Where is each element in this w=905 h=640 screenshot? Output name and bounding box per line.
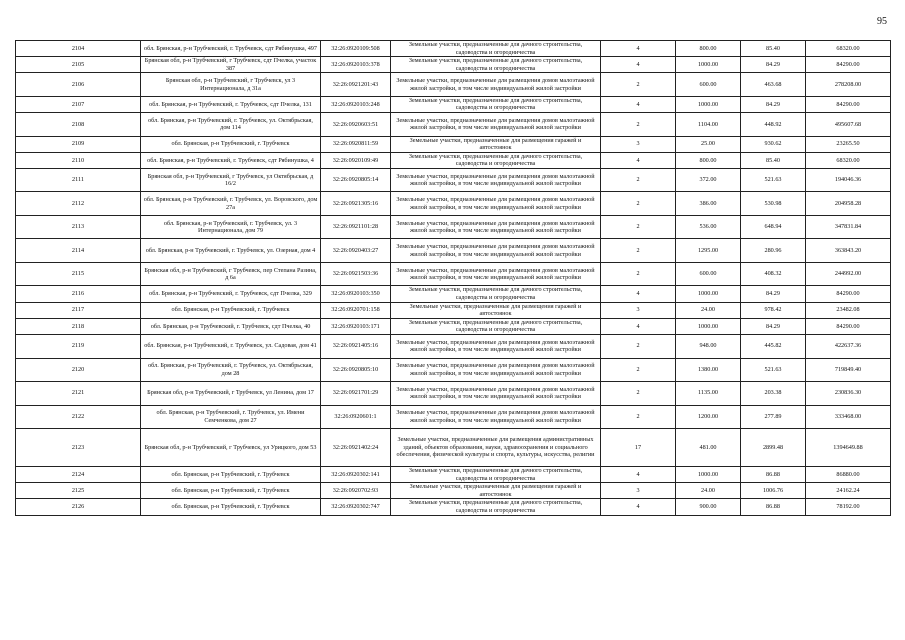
specific-value-cell: 448.92: [741, 113, 806, 137]
table-row: [16, 499, 891, 515]
cadastral-value-cell: 333468.00: [806, 405, 891, 429]
area-cell: 536.00: [676, 215, 741, 239]
specific-value-cell: 2899.48: [741, 429, 806, 467]
row-number-cell: 2122: [16, 405, 141, 429]
cadastral-value-cell: 78192.00: [806, 499, 891, 515]
address-cell: обл. Брянская, р-н Трубчевский, г. Трубчевск, сдт Рябинушка, 4: [141, 152, 321, 168]
specific-value-cell: 86.88: [741, 499, 806, 515]
group-code-cell: 4: [601, 152, 676, 168]
cadastral-value-cell: 86880.00: [806, 467, 891, 483]
specific-value-cell: 521.63: [741, 168, 806, 192]
cadastral-number-cell: 32:26:0920811:59: [321, 136, 391, 152]
specific-value-cell: 86.88: [741, 467, 806, 483]
cadastral-number-cell: 32:26:0920601:1: [321, 405, 391, 429]
row-number-cell: 2115: [16, 262, 141, 286]
land-use-type-cell: Земельные участки, предназначенные для размещения гаражей и автостоянок: [391, 302, 601, 318]
group-code-cell: 2: [601, 215, 676, 239]
area-cell: 1380.00: [676, 358, 741, 382]
row-number-cell: 2119: [16, 335, 141, 359]
table-row: [16, 57, 891, 73]
area-cell: 1000.00: [676, 467, 741, 483]
specific-value-cell: 463.68: [741, 73, 806, 97]
row-number-cell: 2112: [16, 192, 141, 216]
cadastral-value-cell: 230836.30: [806, 382, 891, 406]
cadastral-number-cell: 32:26:0920109:508: [321, 41, 391, 57]
cadastral-number-cell: 32:26:0920603:51: [321, 113, 391, 137]
cadastral-value-cell: 24162.24: [806, 483, 891, 499]
table-body: [16, 41, 891, 516]
group-code-cell: 3: [601, 136, 676, 152]
land-use-type-cell: Земельные участки, предназначенные для размещения домов малоэтажной жилой застройки, в том числе индивидуальной жилой застройки: [391, 358, 601, 382]
table-row: [16, 215, 891, 239]
address-cell: обл. Брянская, р-н Трубчевский, г. Трубчевск: [141, 467, 321, 483]
group-code-cell: 4: [601, 57, 676, 73]
table-row: [16, 239, 891, 263]
area-cell: 1000.00: [676, 57, 741, 73]
row-number-cell: 2109: [16, 136, 141, 152]
address-cell: обл. Брянская, р-н Трубчевский, г. Трубчевск: [141, 302, 321, 318]
address-cell: Брянская обл, р-н Трубчевский, г Трубчевск, ул Урицкого, дом 53: [141, 429, 321, 467]
table-row: [16, 382, 891, 406]
cadastral-value-cell: 194046.36: [806, 168, 891, 192]
land-use-type-cell: Земельные участки, предназначенные для размещения домов малоэтажной жилой застройки, в том числе индивидуальной жилой застройки: [391, 239, 601, 263]
land-use-type-cell: Земельные участки, предназначенные для размещения домов малоэтажной жилой застройки, в том числе индивидуальной жилой застройки: [391, 215, 601, 239]
cadastral-value-cell: 68320.00: [806, 41, 891, 57]
cadastral-number-cell: 32:26:0920103:171: [321, 318, 391, 334]
address-cell: обл. Брянская, р-н Трубчевский, г. Трубчевск: [141, 499, 321, 515]
address-cell: обл. Брянская, р-н Трубчевский, г. Трубчевск, сдт Пчелка, 131: [141, 96, 321, 112]
address-cell: Брянская обл, р-н Трубчевский, г Трубчевск, ул Ленина, дом 17: [141, 382, 321, 406]
area-cell: 600.00: [676, 262, 741, 286]
specific-value-cell: 84.29: [741, 286, 806, 302]
cadastral-number-cell: 32:26:0920103:248: [321, 96, 391, 112]
area-cell: 25.00: [676, 136, 741, 152]
area-cell: 386.00: [676, 192, 741, 216]
address-cell: обл. Брянская, р-н Трубчевский, г. Трубчевск, сдт Пчелка, 329: [141, 286, 321, 302]
row-number-cell: 2107: [16, 96, 141, 112]
cadastral-value-cell: 1394649.88: [806, 429, 891, 467]
address-cell: Брянская обл, р-н Трубчевский, г Трубчевск, ул 3 Интернационала, д 31а: [141, 73, 321, 97]
land-use-type-cell: Земельные участки, предназначенные для размещения домов малоэтажной жилой застройки, в том числе индивидуальной жилой застройки: [391, 382, 601, 406]
area-cell: 1200.00: [676, 405, 741, 429]
area-cell: 800.00: [676, 152, 741, 168]
specific-value-cell: 978.42: [741, 302, 806, 318]
area-cell: 481.00: [676, 429, 741, 467]
cadastral-value-cell: 23265.50: [806, 136, 891, 152]
area-cell: 900.00: [676, 499, 741, 515]
area-cell: 800.00: [676, 41, 741, 57]
land-use-type-cell: Земельные участки, предназначенные для размещения домов малоэтажной жилой застройки, в том числе индивидуальной жилой застройки: [391, 335, 601, 359]
row-number-cell: 2118: [16, 318, 141, 334]
cadastral-number-cell: 32:26:0920302:141: [321, 467, 391, 483]
row-number-cell: 2114: [16, 239, 141, 263]
address-cell: обл. Брянская, р-н Трубчевский, г. Трубчевск: [141, 483, 321, 499]
cadastral-number-cell: 32:26:0920805:14: [321, 168, 391, 192]
group-code-cell: 4: [601, 499, 676, 515]
address-cell: обл. Брянская, р-н Трубчевский, г. Трубчевск, ул. Озерная, дом 4: [141, 239, 321, 263]
land-use-type-cell: Земельные участки, предназначенные для размещения гаражей и автостоянок: [391, 136, 601, 152]
page-number: 95: [877, 16, 887, 27]
row-number-cell: 2111: [16, 168, 141, 192]
area-cell: 372.00: [676, 168, 741, 192]
cadastral-value-cell: 363843.20: [806, 239, 891, 263]
land-use-type-cell: Земельные участки, предназначенные для дачного строительства, садоводства и огородничества: [391, 286, 601, 302]
cadastral-value-cell: 84290.00: [806, 318, 891, 334]
specific-value-cell: 84.29: [741, 57, 806, 73]
table-row: [16, 302, 891, 318]
group-code-cell: 4: [601, 96, 676, 112]
cadastral-number-cell: 32:26:0921701:29: [321, 382, 391, 406]
specific-value-cell: 85.40: [741, 152, 806, 168]
land-use-type-cell: Земельные участки, предназначенные для дачного строительства, садоводства и огородничества: [391, 152, 601, 168]
table-row: [16, 286, 891, 302]
cadastral-number-cell: 32:26:0920109:49: [321, 152, 391, 168]
cadastral-number-cell: 32:26:0920403:27: [321, 239, 391, 263]
group-code-cell: 2: [601, 192, 676, 216]
land-use-type-cell: Земельные участки, предназначенные для размещения домов малоэтажной жилой застройки, в том числе индивидуальной жилой застройки: [391, 192, 601, 216]
group-code-cell: 2: [601, 382, 676, 406]
cadastral-value-cell: 68320.00: [806, 152, 891, 168]
land-use-type-cell: Земельные участки, предназначенные для дачного строительства, садоводства и огородничества: [391, 318, 601, 334]
group-code-cell: 2: [601, 262, 676, 286]
specific-value-cell: 84.29: [741, 318, 806, 334]
address-cell: обл. Брянская, р-н Трубчевский, г. Трубчевск, ул. Садовая, дом 41: [141, 335, 321, 359]
row-number-cell: 2108: [16, 113, 141, 137]
cadastral-number-cell: 32:26:0921405:16: [321, 335, 391, 359]
address-cell: обл. Брянская, р-н Трубчевский, г. Трубчевск, ул. Имени Семченкова, дом 27: [141, 405, 321, 429]
land-use-type-cell: Земельные участки, предназначенные для размещения административных зданий, объектов образования, науки, здравоохранения и социального обеспечения, физической культуры и спорта, культуры, искусства, религии: [391, 429, 601, 467]
cadastral-number-cell: 32:26:0921305:16: [321, 192, 391, 216]
address-cell: Брянская обл, р-н Трубчевский, г Трубчевск, пер Степана Разина, д 6а: [141, 262, 321, 286]
cadastral-number-cell: 32:26:0920302:747: [321, 499, 391, 515]
table-row: [16, 318, 891, 334]
cadastral-value-cell: 204958.28: [806, 192, 891, 216]
area-cell: 1135.00: [676, 382, 741, 406]
cadastral-value-cell: 347831.84: [806, 215, 891, 239]
table-row: [16, 262, 891, 286]
address-cell: обл. Брянская, р-н Трубчевский, г. Трубчевск, ул. Октябрьская, дом 114: [141, 113, 321, 137]
cadastral-number-cell: 32:26:0920805:10: [321, 358, 391, 382]
land-use-type-cell: Земельные участки, предназначенные для размещения гаражей и автостоянок: [391, 483, 601, 499]
address-cell: обл. Брянская, р-н Трубчевский, г. Трубчевск, сдт Рябинушка, 497: [141, 41, 321, 57]
area-cell: 24.00: [676, 483, 741, 499]
cadastral-number-cell: 32:26:0920103:378: [321, 57, 391, 73]
address-cell: обл. Брянская, р-н Трубчевский, г. Трубчевск, ул. 3 Интернационала, дом 79: [141, 215, 321, 239]
cadastral-value-cell: 84290.00: [806, 57, 891, 73]
group-code-cell: 2: [601, 113, 676, 137]
land-use-type-cell: Земельные участки, предназначенные для размещения домов малоэтажной жилой застройки, в том числе индивидуальной жилой застройки: [391, 262, 601, 286]
address-cell: Брянская обл, р-н Трубчевский, г Трубчевск, ул Октябрьская, д 16/2: [141, 168, 321, 192]
group-code-cell: 2: [601, 168, 676, 192]
cadastral-number-cell: 32:26:0921402:24: [321, 429, 391, 467]
specific-value-cell: 280.96: [741, 239, 806, 263]
row-number-cell: 2123: [16, 429, 141, 467]
land-use-type-cell: Земельные участки, предназначенные для размещения домов малоэтажной жилой застройки, в том числе индивидуальной жилой застройки: [391, 168, 601, 192]
area-cell: 948.00: [676, 335, 741, 359]
table-row: [16, 429, 891, 467]
table-row: [16, 467, 891, 483]
cadastral-number-cell: 32:26:0921201:43: [321, 73, 391, 97]
cadastral-value-cell: 495607.68: [806, 113, 891, 137]
land-use-type-cell: Земельные участки, предназначенные для дачного строительства, садоводства и огородничества: [391, 41, 601, 57]
row-number-cell: 2121: [16, 382, 141, 406]
specific-value-cell: 445.82: [741, 335, 806, 359]
table-row: [16, 136, 891, 152]
row-number-cell: 2113: [16, 215, 141, 239]
area-cell: 24.00: [676, 302, 741, 318]
address-cell: обл. Брянская, р-н Трубчевский, г. Трубчевск: [141, 136, 321, 152]
cadastral-number-cell: 32:26:0920701:158: [321, 302, 391, 318]
land-use-type-cell: Земельные участки, предназначенные для дачного строительства, садоводства и огородничества: [391, 467, 601, 483]
table-row: [16, 168, 891, 192]
cadastral-value-cell: 422637.36: [806, 335, 891, 359]
specific-value-cell: 408.32: [741, 262, 806, 286]
row-number-cell: 2104: [16, 41, 141, 57]
table-row: [16, 358, 891, 382]
address-cell: обл. Брянская, р-н Трубчевский, г. Трубчевск, сдт Пчелка, 40: [141, 318, 321, 334]
row-number-cell: 2116: [16, 286, 141, 302]
address-cell: Брянская обл, р-н Трубчевский, г Трубчевск, сдт Пчелка, участок 387: [141, 57, 321, 73]
row-number-cell: 2106: [16, 73, 141, 97]
area-cell: 1000.00: [676, 96, 741, 112]
area-cell: 1000.00: [676, 286, 741, 302]
table-row: [16, 405, 891, 429]
land-use-type-cell: Земельные участки, предназначенные для дачного строительства, садоводства и огородничества: [391, 499, 601, 515]
area-cell: 600.00: [676, 73, 741, 97]
row-number-cell: 2110: [16, 152, 141, 168]
cadastral-value-table: [15, 40, 891, 516]
specific-value-cell: 203.38: [741, 382, 806, 406]
group-code-cell: 4: [601, 318, 676, 334]
row-number-cell: 2126: [16, 499, 141, 515]
cadastral-value-cell: 719849.40: [806, 358, 891, 382]
specific-value-cell: 648.94: [741, 215, 806, 239]
table-row: [16, 152, 891, 168]
group-code-cell: 2: [601, 239, 676, 263]
cadastral-value-cell: 278208.00: [806, 73, 891, 97]
address-cell: обл. Брянская, р-н Трубчевский, г. Трубчевск, ул. Октябрьская, дом 28: [141, 358, 321, 382]
group-code-cell: 4: [601, 286, 676, 302]
table-row: [16, 113, 891, 137]
cadastral-number-cell: 32:26:0920103:350: [321, 286, 391, 302]
specific-value-cell: 930.62: [741, 136, 806, 152]
cadastral-value-cell: 84290.00: [806, 96, 891, 112]
area-cell: 1295.00: [676, 239, 741, 263]
land-use-type-cell: Земельные участки, предназначенные для дачного строительства, садоводства и огородничества: [391, 57, 601, 73]
group-code-cell: 17: [601, 429, 676, 467]
cadastral-number-cell: 32:26:0920702:93: [321, 483, 391, 499]
land-use-type-cell: Земельные участки, предназначенные для размещения домов малоэтажной жилой застройки, в том числе индивидуальной жилой застройки: [391, 113, 601, 137]
land-use-type-cell: Земельные участки, предназначенные для размещения домов малоэтажной жилой застройки, в том числе индивидуальной жилой застройки: [391, 405, 601, 429]
area-cell: 1104.00: [676, 113, 741, 137]
specific-value-cell: 1006.76: [741, 483, 806, 499]
group-code-cell: 2: [601, 358, 676, 382]
row-number-cell: 2117: [16, 302, 141, 318]
cadastral-value-cell: 244992.00: [806, 262, 891, 286]
specific-value-cell: 530.98: [741, 192, 806, 216]
group-code-cell: 3: [601, 483, 676, 499]
specific-value-cell: 85.40: [741, 41, 806, 57]
table-row: [16, 96, 891, 112]
group-code-cell: 2: [601, 405, 676, 429]
row-number-cell: 2124: [16, 467, 141, 483]
group-code-cell: 4: [601, 41, 676, 57]
area-cell: 1000.00: [676, 318, 741, 334]
land-use-type-cell: Земельные участки, предназначенные для дачного строительства, садоводства и огородничества: [391, 96, 601, 112]
row-number-cell: 2125: [16, 483, 141, 499]
cadastral-value-cell: 23482.08: [806, 302, 891, 318]
table-row: [16, 41, 891, 57]
cadastral-value-cell: 84290.00: [806, 286, 891, 302]
group-code-cell: 2: [601, 73, 676, 97]
land-use-type-cell: Земельные участки, предназначенные для размещения домов малоэтажной жилой застройки, в том числе индивидуальной жилой застройки: [391, 73, 601, 97]
specific-value-cell: 521.63: [741, 358, 806, 382]
address-cell: обл. Брянская, р-н Трубчевский, г. Трубчевск, ул. Воровского, дом 27а: [141, 192, 321, 216]
table-row: [16, 73, 891, 97]
table-row: [16, 192, 891, 216]
row-number-cell: 2120: [16, 358, 141, 382]
cadastral-number-cell: 32:26:0921101:28: [321, 215, 391, 239]
table-row: [16, 483, 891, 499]
table-row: [16, 335, 891, 359]
group-code-cell: 3: [601, 302, 676, 318]
row-number-cell: 2105: [16, 57, 141, 73]
specific-value-cell: 277.89: [741, 405, 806, 429]
specific-value-cell: 84.29: [741, 96, 806, 112]
group-code-cell: 4: [601, 467, 676, 483]
cadastral-number-cell: 32:26:0921503:36: [321, 262, 391, 286]
group-code-cell: 2: [601, 335, 676, 359]
